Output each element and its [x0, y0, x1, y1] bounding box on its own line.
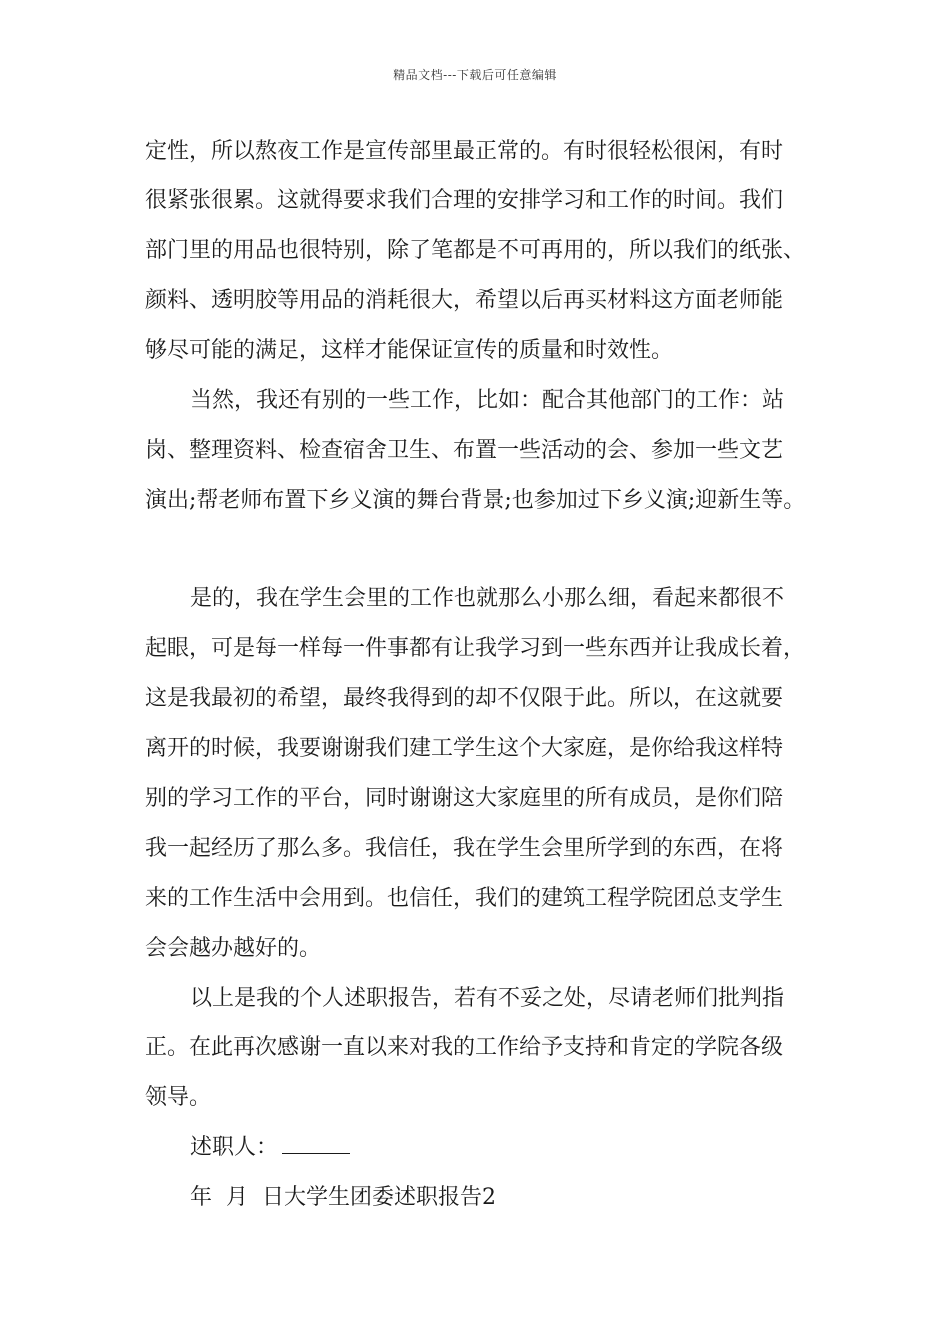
page-header: 精品文档---下载后可任意编辑	[393, 68, 557, 82]
paragraph-line: 正。在此再次感谢一直以来对我的工作给予支持和肯定的学院各级	[145, 1035, 784, 1060]
paragraph-line: 定性，所以熬夜工作是宣传部里最正常的。有时很轻松很闲，有时	[145, 139, 784, 164]
paragraph-line: 很紧张很累。这就得要求我们合理的安排学习和工作的时间。我们	[145, 188, 784, 213]
paragraph-line: 部门里的用品也很特别，除了笔都是不可再用的，所以我们的纸张、	[145, 238, 806, 263]
paragraph-line: 离开的时候，我要谢谢我们建工学生这个大家庭，是你给我这样特	[145, 736, 784, 761]
signature-line	[190, 1133, 880, 1163]
paragraph-line: 演出;帮老师布置下乡义演的舞台背景;也参加过下乡义演;迎新生等。	[145, 488, 806, 513]
paragraph-line: 领导。	[145, 1085, 212, 1110]
paragraph-line: 会会越办越好的。	[145, 936, 322, 961]
paragraph-line: 这是我最初的希望，最终我得到的却不仅限于此。所以，在这就要	[145, 686, 784, 711]
paragraph-line: 来的工作生活中会用到。也信任，我们的建筑工程学院团总支学生	[145, 886, 784, 911]
paragraph-line: 以上是我的个人述职报告，若有不妥之处，尽请老师们批判指	[190, 986, 785, 1011]
paragraph-line: 岗、整理资料、检查宿舍卫生、布置一些活动的会、参加一些文艺	[145, 438, 784, 463]
paragraph-line: 是的，我在学生会里的工作也就那么小那么细，看起来都很不	[190, 586, 785, 611]
signature-label: 述职人：	[190, 1135, 279, 1160]
paragraph-line: 别的学习工作的平台，同时谢谢这大家庭里的所有成员，是你们陪	[145, 786, 784, 811]
paragraph-line: 当然，我还有别的一些工作，比如：配合其他部门的工作：站	[190, 388, 785, 413]
date-title-line: 年 月 日大学生团委述职报告2	[190, 1185, 496, 1210]
paragraph-line: 我一起经历了那么多。我信任，我在学生会里所学到的东西，在将	[145, 836, 784, 861]
paragraph-line: 颜料、透明胶等用品的消耗很大，希望以后再买材料这方面老师能	[145, 288, 784, 313]
paragraph-line: 起眼，可是每一样每一件事都有让我学习到一些东西并让我成长着，	[145, 636, 806, 661]
paragraph-line: 够尽可能的满足，这样才能保证宣传的质量和时效性。	[145, 338, 674, 363]
signature-blank	[282, 1135, 350, 1154]
